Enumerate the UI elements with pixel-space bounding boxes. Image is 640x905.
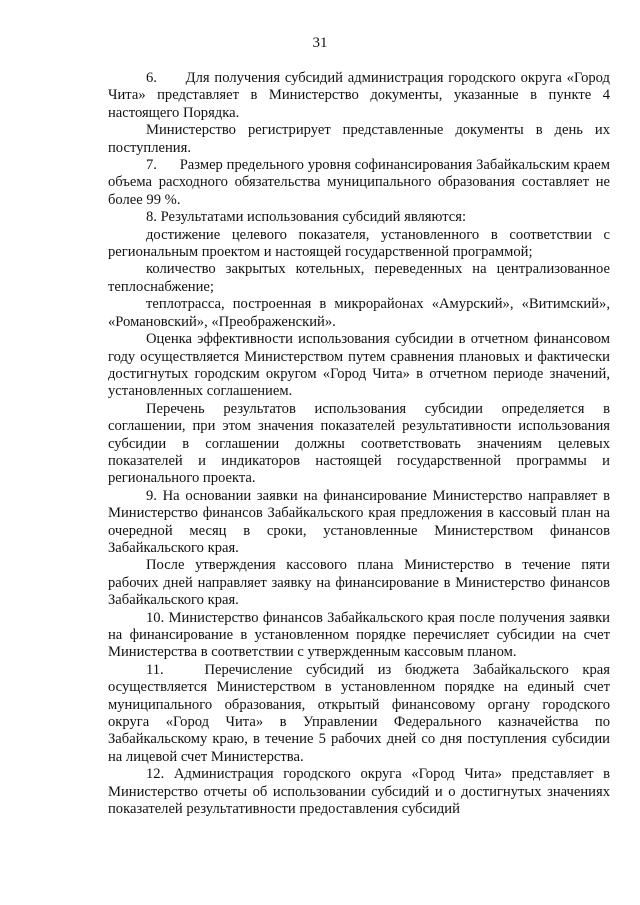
- page-number: 31: [312, 35, 328, 51]
- paragraph-results-list: Перечень результатов использования субсидии определяется в соглашении, при этом значения показателей результативности использования субсидии в соглашении должны соответствовать значениям целевых показателей и индикаторов настоящей государственной программы и регионального проекта.: [108, 400, 610, 487]
- paragraph-12: 12. Администрация городского округа «Город Чита» представляет в Министерство отчеты об использовании субсидий и о достигнутых значениях показателей результативности предоставления субсидий: [108, 766, 610, 818]
- document-body: [108, 70, 610, 818]
- paragraph-9: 9. На основании заявки на финансирование Министерство направляет в Министерство финансов Забайкальского края предложения в кассовый план на очередной месяц в сроки, установленные Министерством финансов Забайкальского края.: [108, 487, 610, 556]
- paragraph-10: 10. Министерство финансов Забайкальского края после получения заявки на финансирование в установленном порядке перечисляет субсидии на счет Министерства в соответствии с утвержденным кассовым планом.: [108, 609, 610, 661]
- paragraph-cash-plan: После утверждения кассового плана Министерство в течение пяти рабочих дней направляет заявку на финансирование в Министерство финансов Забайкальского края.: [108, 557, 610, 609]
- result-item-target-indicator: достижение целевого показателя, установленного в соответствии с региональным проектом и настоящей государственной программой;: [108, 226, 610, 261]
- paragraph-8: 8. Результатами использования субсидий являются:: [146, 209, 467, 226]
- paragraph-11: 11. Перечисление субсидий из бюджета Забайкальского края осуществляется Министерством в установленном порядке на единый счет муниципального образования, открытый финансовому органу городского округа «Город Чита» в Управлении Федерального казначейства по Забайкальскому краю, в течение 5 рабочих дней со дня поступления субсидии на лицевой счет Министерства.: [108, 661, 610, 765]
- paragraph-registration: Министерство регистрирует представленные документы в день их поступления.: [108, 122, 610, 156]
- paragraph-6: 6. Для получения субсидий администрация городского округа «Город Чита» представляет в Министерство документы, указанные в пункте 4 настоящего Порядка.: [108, 70, 610, 121]
- paragraph-efficiency-evaluation: Оценка эффективности использования субсидии в отчетном финансовом году осуществляется Министерством путем сравнения плановых и фактически достигнутых городским округом «Город Чита» в отчетном периоде значений, установленных соглашением.: [108, 331, 610, 400]
- result-item-heating-main: теплотрасса, построенная в микрорайонах «Амурский», «Витимский», «Романовский», «Преображенский».: [108, 296, 610, 330]
- paragraph-7: 7. Размер предельного уровня софинансирования Забайкальским краем объема расходного обязательства муниципального образования составляет не более 99 %.: [108, 157, 610, 208]
- result-item-boiler-count: количество закрытых котельных, переведенных на централизованное теплоснабжение;: [108, 261, 610, 295]
